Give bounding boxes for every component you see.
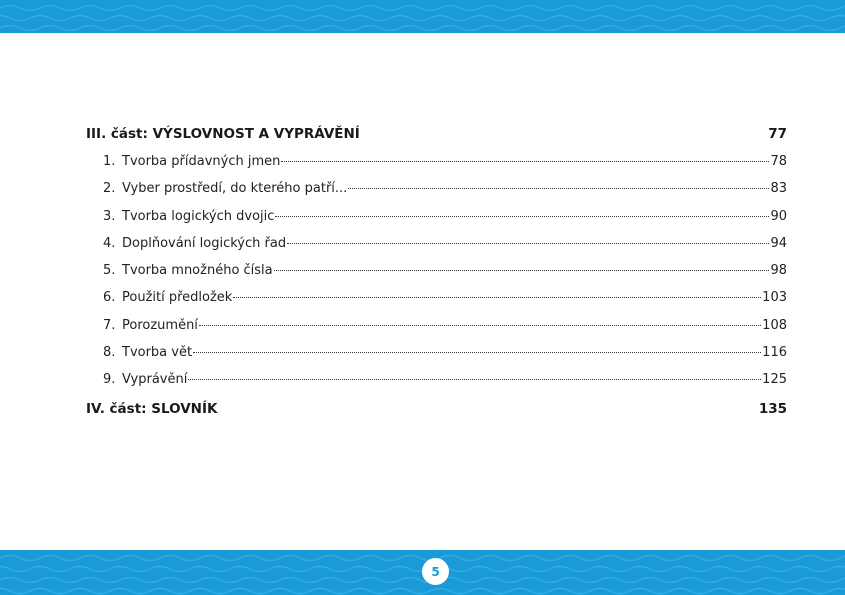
section-page: 135 — [758, 400, 787, 417]
section-heading[interactable] — [86, 120, 787, 148]
header-band — [0, 0, 845, 33]
toc-entry[interactable] — [86, 284, 787, 311]
toc-entry[interactable] — [86, 203, 787, 230]
entry-label: Tvorba množného čísla — [122, 263, 273, 279]
dot-leader — [233, 297, 761, 298]
entry-number: 7. — [103, 317, 116, 333]
entry-page: 83 — [770, 181, 787, 197]
entry-label: Porozumění — [122, 317, 198, 333]
section-page: 77 — [768, 126, 787, 142]
page-number-badge — [422, 558, 449, 585]
entry-number: 5. — [103, 263, 116, 279]
section-heading[interactable] — [86, 394, 787, 424]
toc-entry[interactable] — [86, 148, 787, 175]
dot-leader — [281, 161, 769, 162]
entry-page: 125 — [762, 372, 787, 388]
entry-number: 9. — [103, 372, 116, 388]
wave-pattern-icon — [0, 0, 845, 33]
dot-leader — [274, 270, 770, 271]
entry-label: Vyprávění — [122, 372, 188, 388]
dot-leader — [348, 188, 769, 189]
dot-leader — [287, 243, 769, 244]
entry-number: 8. — [103, 345, 116, 361]
section-title: IV. část: SLOVNÍK — [86, 400, 218, 417]
table-of-contents — [86, 120, 787, 424]
entry-number: 6. — [103, 290, 116, 306]
toc-entry[interactable] — [86, 312, 787, 339]
entry-number: 4. — [103, 235, 116, 251]
section-title: III. část: VÝSLOVNOST A VYPRÁVĚNÍ — [86, 126, 360, 142]
dot-leader — [193, 352, 761, 353]
entry-page: 98 — [770, 263, 787, 279]
entry-page: 116 — [762, 345, 787, 361]
dot-leader — [275, 216, 769, 217]
entry-page: 108 — [762, 317, 787, 333]
entry-page: 94 — [770, 235, 787, 251]
toc-entry[interactable] — [86, 230, 787, 257]
section-items — [86, 148, 787, 394]
entry-page: 103 — [762, 290, 787, 306]
entry-label: Doplňování logických řad — [122, 235, 287, 251]
entry-page: 78 — [770, 154, 787, 169]
entry-number: 3. — [103, 208, 116, 224]
toc-entry[interactable] — [86, 175, 787, 202]
entry-label: Tvorba přídavných jmen — [122, 154, 281, 169]
toc-entry[interactable] — [86, 257, 787, 284]
toc-entry[interactable] — [86, 366, 787, 393]
entry-page: 90 — [770, 208, 787, 224]
entry-label: Použití předložek — [122, 290, 233, 306]
entry-label: Vyber prostředí, do kterého patří... — [122, 181, 348, 197]
dot-leader — [199, 325, 761, 326]
toc-entry[interactable] — [86, 339, 787, 366]
entry-label: Tvorba logických dvojic — [122, 208, 275, 224]
entry-label: Tvorba vět — [122, 345, 193, 361]
entry-number: 1. — [103, 154, 116, 169]
page-number: 5 — [431, 564, 440, 579]
entry-number: 2. — [103, 181, 116, 197]
dot-leader — [188, 379, 761, 380]
